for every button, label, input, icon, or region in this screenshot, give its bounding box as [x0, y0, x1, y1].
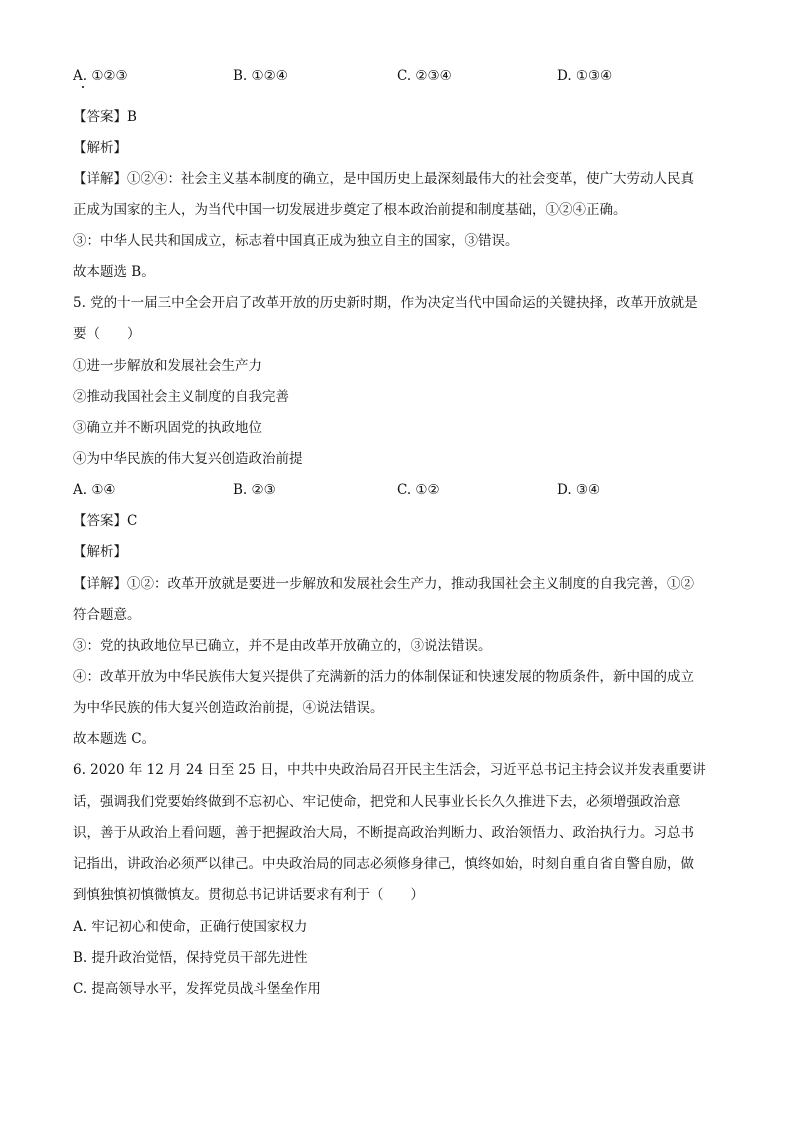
q5-item-1: ①进一步解放和发展社会生产力	[73, 358, 262, 374]
q6-stem-line-2: 话，强调我们党要始终做到不忘初心、牢记使命，把党和人民事业长长久久推进下去，必须增强政治意	[73, 794, 681, 810]
q4-detail-line-3: ③：中华人民共和国成立，标志着中国真正成为独立自主的国家，③错误。	[73, 233, 519, 249]
q5-analysis-label: 【解析】	[73, 544, 127, 560]
q5-detail-line-1: 【详解】①②：改革开放就是要进一步解放和发展社会生产力，推动我国社会主义制度的自我完善，①②	[73, 576, 694, 592]
q6-stem-line-5: 到慎独慎初慎微慎友。贯彻总书记讲话要求有利于（ ）	[73, 887, 424, 903]
q5-option-d: D. ③④	[557, 482, 601, 498]
q4-detail-line-2: 正成为国家的主人，为当代中国一切发展进步奠定了根本政治前提和制度基础，①②④正确。	[73, 202, 627, 218]
q6-stem-line-3: 识，善于从政治上看问题，善于把握政治大局，不断提高政治判断力、政治领悟力、政治执行力。习总书	[73, 825, 694, 841]
q6-option-b: B. 提升政治觉悟，保持党员干部先进性	[73, 950, 308, 966]
q4-analysis-label: 【解析】	[73, 140, 127, 156]
q5-detail-line-3: ③：党的执政地位早已确立，并不是由改革开放确立的，③说法错误。	[73, 638, 492, 654]
q4-detail-line-1: 【详解】①②④：社会主义基本制度的确立，是中国历史上最深刻最伟大的社会变革，使广大劳动人民真	[73, 171, 694, 187]
q4-answer: 【答案】B	[73, 109, 137, 125]
q5-answer: 【答案】C	[73, 513, 138, 529]
q6-option-a: A. 牢记初心和使命，正确行使国家权力	[73, 919, 308, 935]
q4-option-c: C. ②③④	[397, 68, 452, 84]
q4-conclusion: 故本题选 B。	[73, 264, 155, 280]
q5-option-c: C. ①②	[397, 482, 440, 498]
q5-detail-line-4: ④：改革开放为中华民族伟大复兴提供了充满新的活力的体制保证和快速发展的物质条件，新中国的成立	[73, 669, 694, 685]
q4-option-a: A. ①②③	[73, 68, 128, 84]
q5-option-a: A. ①④	[73, 482, 116, 498]
q4-option-d: D. ①③④	[557, 68, 613, 84]
q5-item-2: ②推动我国社会主义制度的自我完善	[73, 389, 289, 405]
q5-conclusion: 故本题选 C。	[73, 731, 156, 747]
stray-dot-mark	[82, 86, 84, 88]
q5-detail-line-2: 符合题意。	[73, 607, 141, 623]
q6-stem-line-1: 6. 2020 年 12 月 24 日至 25 日，中共中央政治局召开民主生活会，习近平总书记主持会议并发表重要讲	[73, 762, 706, 778]
q5-stem-line-1: 5. 党的十一届三中全会开启了改革开放的历史新时期，作为决定当代中国命运的关键抉择，改革开放就是	[73, 295, 698, 311]
q5-option-b: B. ②③	[233, 482, 276, 498]
q5-detail-line-5: 为中华民族的伟大复兴创造政治前提，④说法错误。	[73, 700, 384, 716]
q6-option-c: C. 提高领导水平，发挥党员战斗堡垒作用	[73, 981, 321, 997]
q5-item-3: ③确立并不断巩固党的执政地位	[73, 420, 262, 436]
q5-item-4: ④为中华民族的伟大复兴创造政治前提	[73, 451, 303, 467]
q6-stem-line-4: 记指出，讲政治必须严以律己。中央政治局的同志必须修身律己，慎终如始，时刻自重自省自警自励，做	[73, 856, 694, 872]
q5-stem-line-2: 要（ ）	[73, 326, 141, 342]
q4-option-b: B. ①②④	[233, 68, 288, 84]
